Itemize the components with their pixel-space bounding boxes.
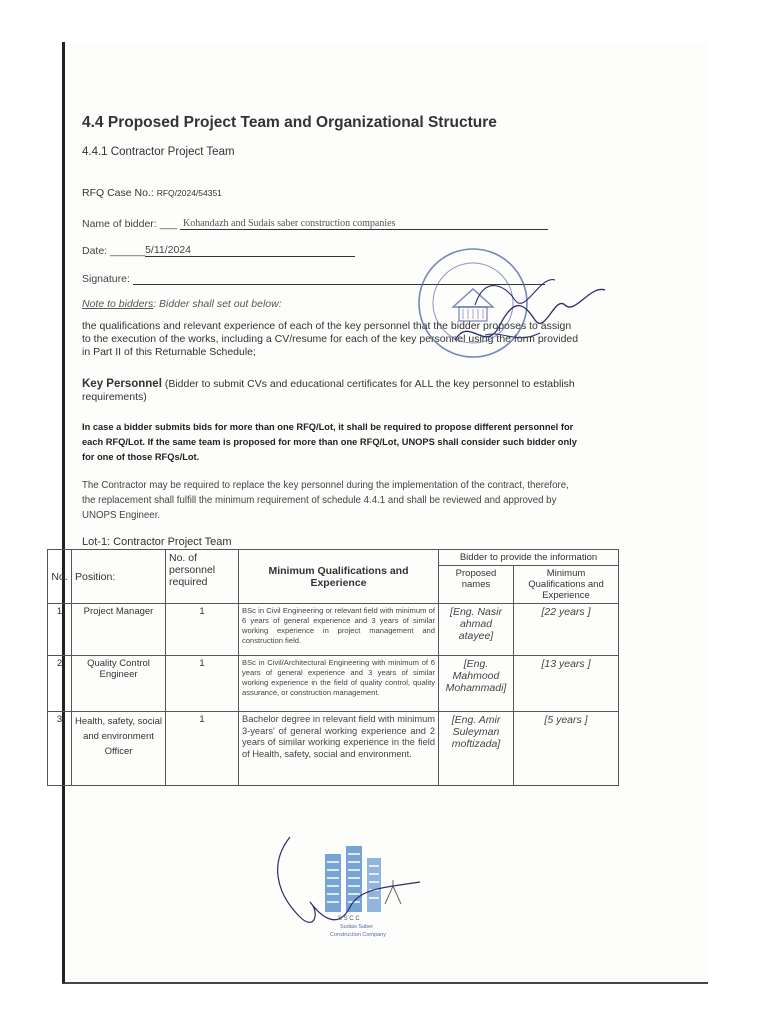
row-qualification: BSc in Civil/Architectural Engineering with minimum of 6 years of general experience and 3 years of similar working experience in the field of quality control, quality assurance, or construction management. bbox=[239, 656, 439, 712]
logo-towers bbox=[325, 846, 401, 912]
company-stamp-signature bbox=[415, 245, 615, 375]
rfq-number: RFQ/2024/54351 bbox=[156, 188, 222, 198]
row-no: 3 bbox=[48, 712, 72, 786]
row-position: Project Manager bbox=[72, 604, 166, 656]
note-underlined: Note to bidders bbox=[82, 298, 154, 310]
table-row bbox=[48, 712, 619, 786]
row-position: Quality Control Engineer bbox=[72, 656, 166, 712]
header-proposed-names: Proposed names bbox=[439, 566, 514, 604]
row-proposed-name: [Eng. Amir Suleyman moftizada] bbox=[439, 712, 514, 786]
section-subtitle: 4.4.1 Contractor Project Team bbox=[82, 146, 235, 158]
lot-rule-paragraph: In case a bidder submits bids for more than one RFQ/Lot, it shall be required to propose different personnel for each RFQ/Lot. If the same team is proposed for more than one RFQ/Lot, UNOPS shall consider such bidder only for one of those RFQs/Lot. bbox=[82, 422, 577, 462]
handwritten-signature bbox=[455, 280, 605, 340]
rfq-case-number bbox=[82, 187, 222, 199]
row-position: Health, safety, social and environment Officer bbox=[72, 712, 166, 786]
round-stamp bbox=[419, 249, 527, 357]
lot-title: Lot-1: Contractor Project Team bbox=[82, 536, 232, 548]
table-row bbox=[48, 604, 619, 656]
header-count: No. of personnel required bbox=[166, 550, 239, 604]
row-no: 1 bbox=[48, 604, 72, 656]
row-qualification: Bachelor degree in relevant field with minimum 3-years' of general working experience and 2 years of similar working experience in the field of Health, safety, social and environment. bbox=[239, 712, 439, 786]
date-label: Date: ______ bbox=[82, 245, 146, 257]
row-qualification: BSc in Civil Engineering or relevant field with minimum of 6 years of general experience and 3 years of similar working experience in project management and construction field. bbox=[239, 604, 439, 656]
header-no: No. bbox=[48, 550, 72, 604]
qualifications-paragraph: the qualifications and relevant experience of each of the key personnel that the bidder proposes to assign to the execution of the works, including a CV/resume for each of the key personnel using the form provided in Part II of this Returnable Schedule; bbox=[82, 320, 579, 358]
table-header-row bbox=[48, 550, 619, 566]
row-proposed-name: [Eng. Nasir ahmad atayee] bbox=[439, 604, 514, 656]
company-logo bbox=[270, 832, 440, 947]
bidder-name-field bbox=[82, 217, 548, 230]
bidder-label: Name of bidder: ___ bbox=[82, 218, 178, 230]
header-position: Position: bbox=[72, 550, 166, 604]
row-count: 1 bbox=[166, 604, 239, 656]
bidder-name-value: Kohandazh and Sudais saber construction companies bbox=[183, 218, 396, 229]
section-title: 4.4 Proposed Project Team and Organizational Structure bbox=[82, 114, 497, 131]
date-value: 5/11/2024 bbox=[145, 244, 191, 256]
row-count: 1 bbox=[166, 656, 239, 712]
header-min-qual-exp: Minimum Qualifications and Experience bbox=[514, 566, 619, 604]
rfq-label: RFQ Case No.: bbox=[82, 187, 154, 199]
row-no: 2 bbox=[48, 656, 72, 712]
key-personnel-paragraph bbox=[82, 378, 580, 404]
key-personnel-heading: Key Personnel bbox=[82, 378, 162, 390]
logo-initials: S S C C bbox=[338, 916, 360, 922]
key-personnel-body: (Bidder to submit CVs and educational certificates for ALL the key personnel to establish requirements) bbox=[82, 378, 575, 403]
row-proposed-name: [Eng. Mahmood Mohammadi] bbox=[439, 656, 514, 712]
bidder-name-line bbox=[180, 217, 548, 230]
date-line bbox=[145, 244, 355, 257]
project-team-table bbox=[47, 549, 619, 786]
row-experience: [22 years ] bbox=[514, 604, 619, 656]
header-min-qual: Minimum Qualifications and Experience bbox=[239, 550, 439, 604]
table-row bbox=[48, 656, 619, 712]
date-field bbox=[82, 244, 355, 257]
note-rest: : Bidder shall set out below: bbox=[153, 298, 282, 310]
row-count: 1 bbox=[166, 712, 239, 786]
note-to-bidders bbox=[82, 298, 282, 310]
header-bidder-group: Bidder to provide the information bbox=[439, 550, 619, 566]
row-experience: [13 years ] bbox=[514, 656, 619, 712]
logo-line2: Construction Company bbox=[330, 932, 386, 938]
row-experience: [5 years ] bbox=[514, 712, 619, 786]
replacement-paragraph: The Contractor may be required to replace the key personnel during the implementation of the contract, therefore, the replacement shall fulfill the minimum requirement of schedule 4.4.1 and shall be reviewed and approved by UNOPS Engineer. bbox=[82, 480, 569, 521]
signature-label: Signature: bbox=[82, 273, 130, 285]
logo-line1: Sudais Saber bbox=[340, 924, 374, 930]
